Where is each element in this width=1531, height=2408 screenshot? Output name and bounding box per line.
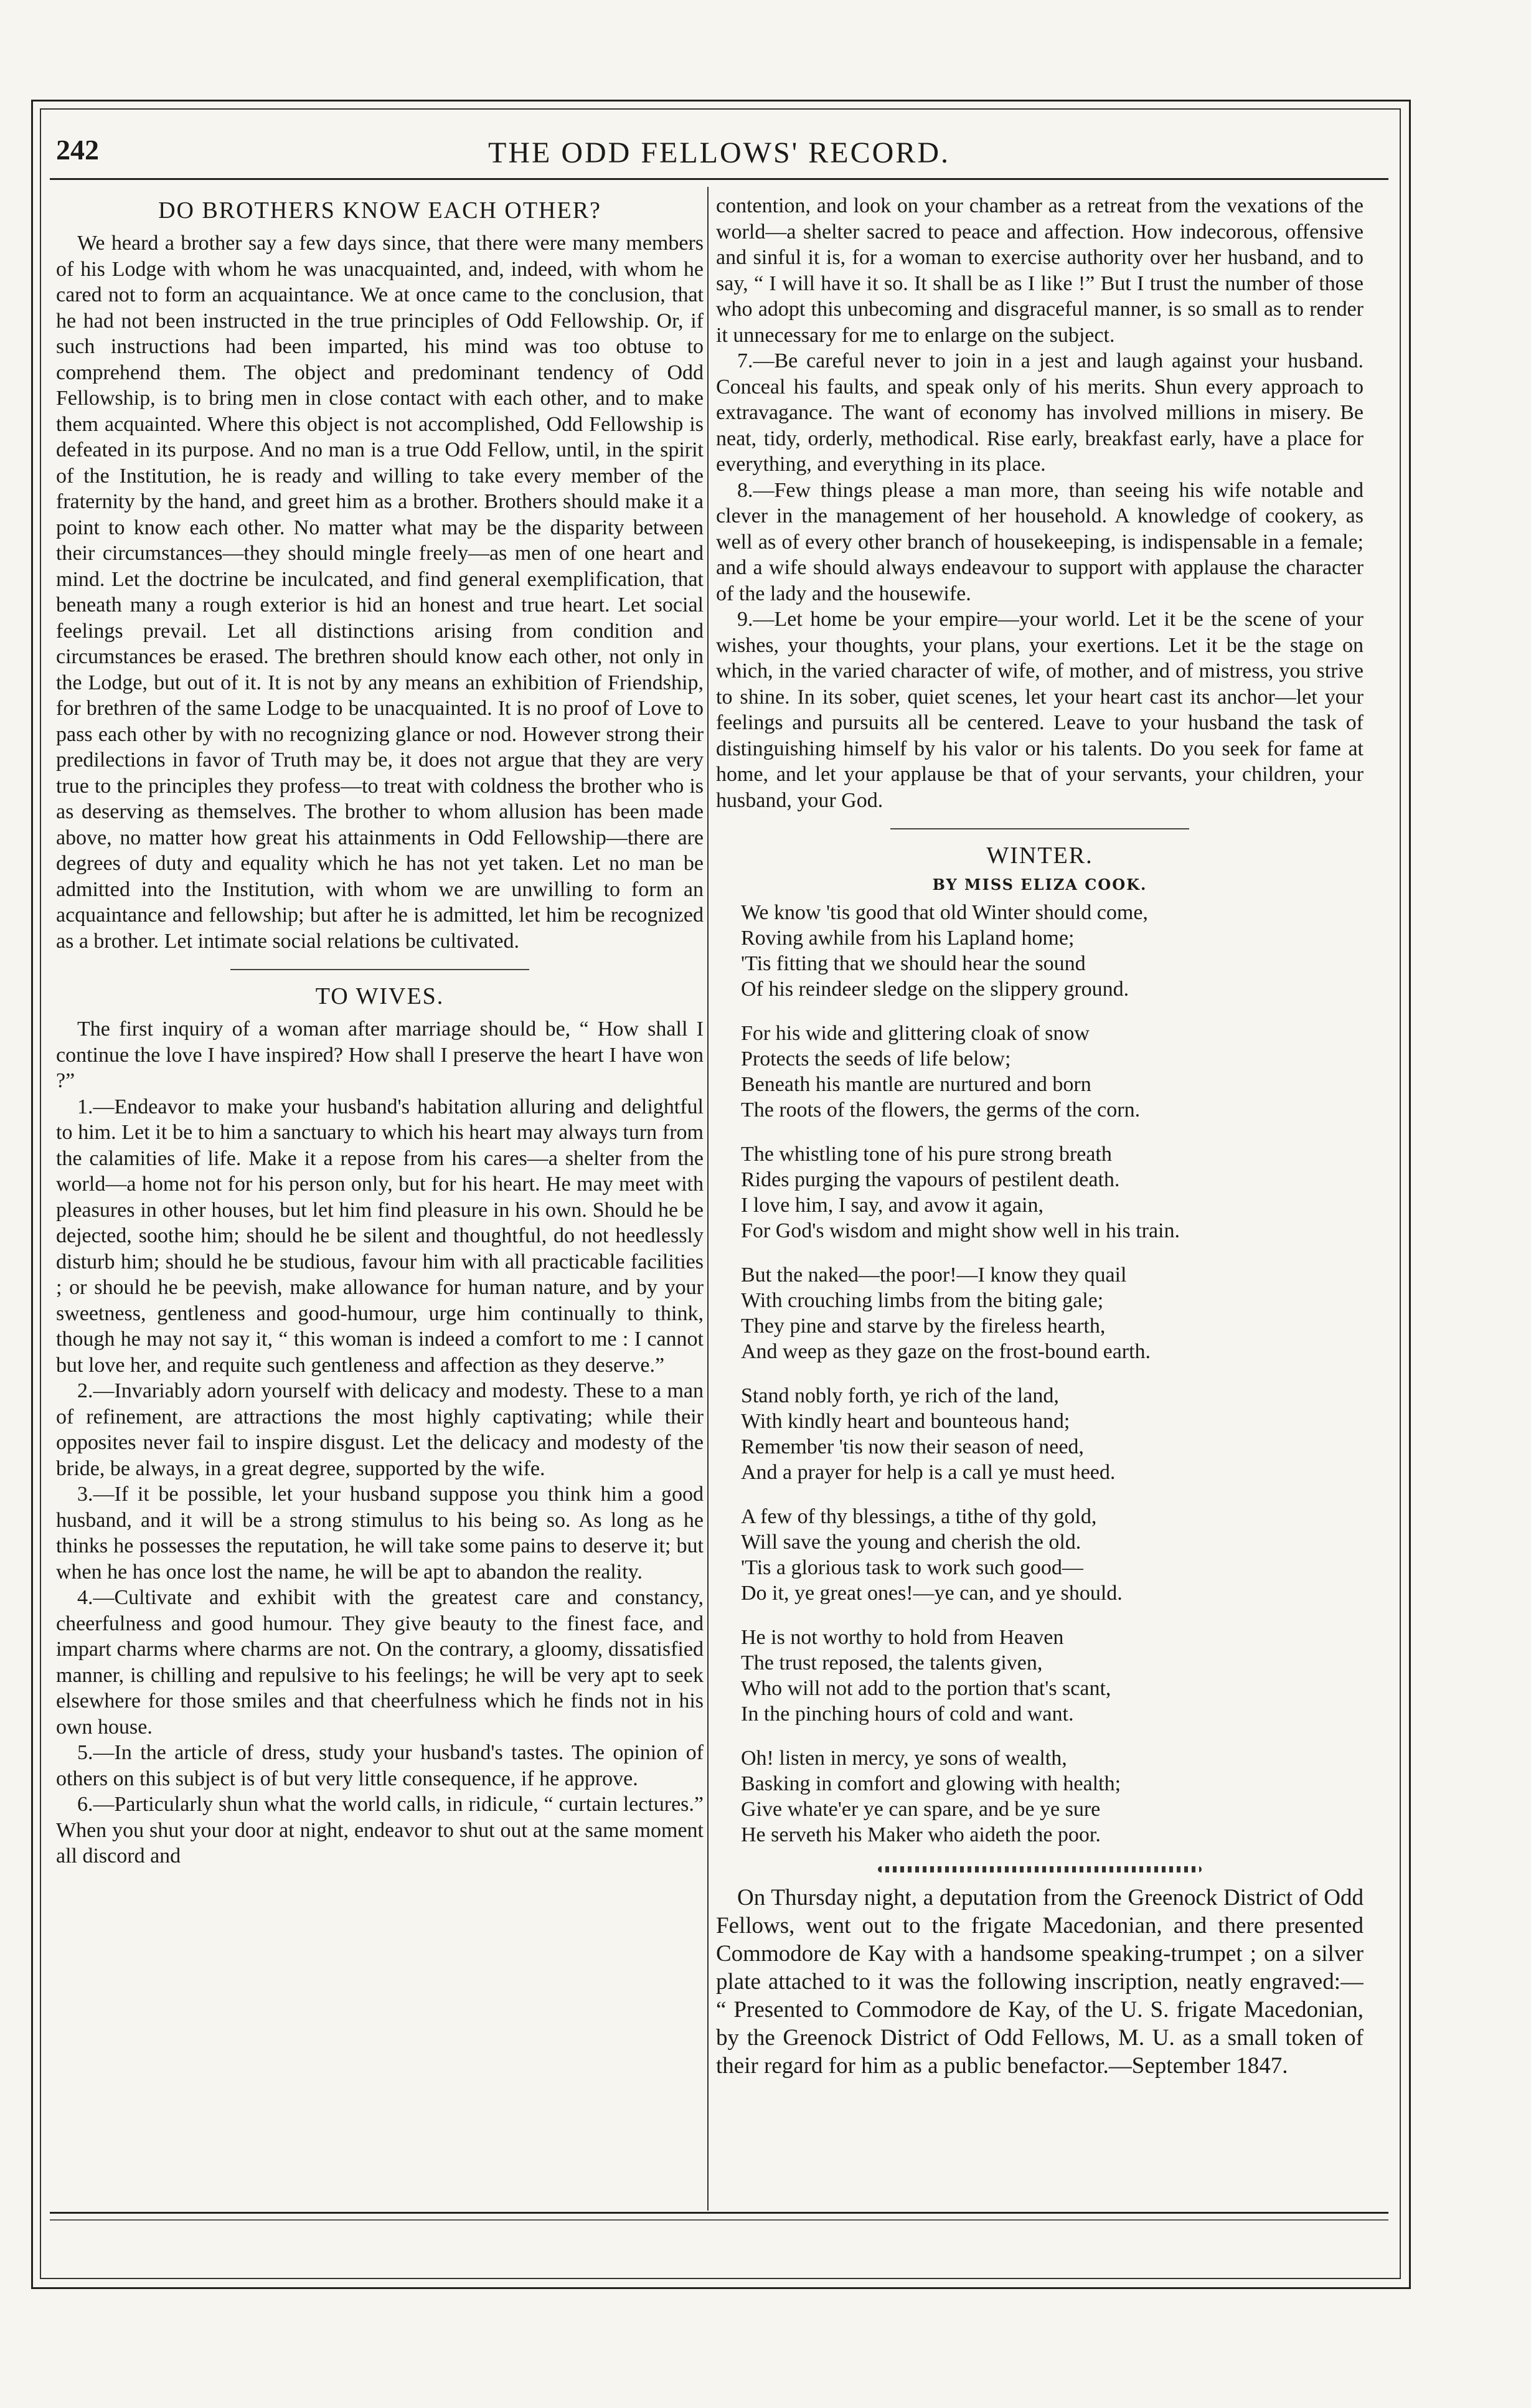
poem-line: But the naked—the poor!—I know they quail: [741, 1263, 1127, 1287]
poem-stanza: [741, 1383, 1364, 1485]
poem-stanza: [741, 1141, 1364, 1244]
poem-line: Oh! listen in mercy, ye sons of wealth,: [741, 1747, 1067, 1770]
poem-line: Who will not add to the portion that's scant,: [741, 1677, 1111, 1700]
poem-line: They pine and starve by the fireless hearth,: [741, 1315, 1106, 1338]
poem-line: Will save the young and cherish the old.: [741, 1531, 1081, 1554]
article-title: DO BROTHERS KNOW EACH OTHER?: [158, 197, 601, 224]
poem-line: In the pinching hours of cold and want.: [741, 1702, 1074, 1726]
article-paragraph: 8.—Few things please a man more, than seeing his wife notable and clever in the management of her household. A knowledge of cookery, as well as of every other branch of housekeeping, is indispensable in a female; and a wife should always endeavour to support with applause the character of the lady and the housewife.: [716, 478, 1364, 605]
poem-line: Remember 'tis now their season of need,: [741, 1435, 1084, 1458]
article-paragraph: 5.—In the article of dress, study your husband's tastes. The opinion of others on this subject is of but very little consequence, if he approve.: [56, 1741, 704, 1790]
poem-line: Do it, ye great ones!—ye can, and ye should.: [741, 1582, 1123, 1605]
left-column: [56, 193, 704, 2204]
article-paragraph: We heard a brother say a few days since, that there were many members of his Lodge with whom he was unacquainted, and, indeed, with whom he cared not to form an acquaintance. We at once came to the conclusion, that he had not been instructed in the true principles of Odd Fellowship. Or, if such instructions had been imparted, his mind was too obtuse to comprehend them. The object and predominant tendency of Odd Fellowship, is to bring men in close contact with each other, and to make them acquainted. Where this object is not accomplished, Odd Fellowship is defeated in its purpose. And no man is a true Odd Fellow, until, in the spirit of the Institution, he is ready and willing to take every member of the fraternity by the hand, and greet him as a brother. Brothers should make it a point to know each other. No matter what may be the disparity between their circumstances—they should mingle freely—as men of one heart and mind. Let the doctrine be inculcated, and find general exemplification, that beneath many a rough exterior is hid an honest and true heart. Let social feelings prevail. Let all distinctions arising from condition and circumstances be erased. The brethren should know each other, not only in the Lodge, but out of it. It is not by any means an exhibition of Friendship, for brethren of the same Lodge to be unacquainted. It is no proof of Love to pass each other by with no recognizing glance or nod. However strong their predilections in favor of Truth may be, it does not argue that they are very true to the principles they profess—to treat with coldness the brother who is as deserving as themselves. The brother to whom allusion has been made above, no matter how great his attainments in Odd Fellowship—there are degrees of duty and equality which he has not yet taken. Let no man be admitted into the Institution, with whom we are unwilling to form an acquaintance and fellowship; but after he is admitted, let him be recognized as a brother. Let intimate social relations be cultivated.: [56, 232, 704, 953]
poem-line: The whistling tone of his pure strong breath: [741, 1143, 1112, 1166]
ornamental-divider: [878, 1866, 1202, 1872]
poem-stanza: [741, 1625, 1364, 1727]
poem-line: With crouching limbs from the biting gale;: [741, 1289, 1104, 1312]
poem-line: And weep as they gaze on the frost-bound earth.: [741, 1340, 1151, 1363]
poem-line: Basking in comfort and glowing with health;: [741, 1772, 1121, 1795]
poem-stanza: [741, 1745, 1364, 1848]
poem-line: Rides purging the vapours of pestilent death.: [741, 1168, 1120, 1191]
poem-line: And a prayer for help is a call ye must heed.: [741, 1461, 1116, 1484]
poem-line: 'Tis a glorious task to work such good—: [741, 1556, 1083, 1579]
poem-line: I love him, I say, and avow it again,: [741, 1194, 1043, 1217]
poem-line: Give whate'er ye can spare, and be ye sure: [741, 1798, 1101, 1821]
article-paragraph: 9.—Let home be your empire—your world. Let it be the scene of your wishes, your thoughts, your plans, your exertions. Let it be the stage on which, in the varied character of wife, of mother, and of mistress, you strive to shine. In its sober, quiet scenes, let your heart cast its anchor—let your feelings and pursuits all be centered. Leave to your husband the task of distinguishing himself by his valor or his talents. Do you seek for fame at home, and let your applause be that of your servants, your children, your husband, your God.: [716, 608, 1364, 812]
bottom-rule: [50, 2212, 1388, 2214]
poem-title: WINTER.: [986, 843, 1093, 869]
article-paragraph: contention, and look on your chamber as a retreat from the vexations of the world—a shelter sacred to peace and affection. How indecorous, offensive and sinful it is, for a woman to exercise authority over her husband, and to say, “ I will have it so. It shall be as I like !” But I trust the number of those who adopt this unbecoming and disgraceful manner, is so small as to render it unnecessary for me to enlarge on the subject.: [716, 194, 1364, 347]
news-notice: [716, 1884, 1364, 2080]
article-paragraph: 4.—Cultivate and exhibit with the greatest care and constancy, cheerfulness and good humour. They give beauty to the finest face, and impart charms where charms are not. On the contrary, a gloomy, dissatisfied manner, is chilling and repulsive to his feelings; he will be very apt to seek elsewhere for those smiles and that cheerfulness which he finds not in his own house.: [56, 1586, 704, 1739]
article-paragraph: 3.—If it be possible, let your husband suppose you think him a good husband, and it will be a strong stimulus to his being so. As long as he thinks he possesses the reputation, he will take some pains to deserve it; but when he has once lost the name, he will be apt to abandon the reality.: [56, 1483, 704, 1584]
poem-line: For God's wisdom and might show well in his train.: [741, 1219, 1180, 1242]
bottom-rule-thin: [50, 2219, 1388, 2221]
poem-line: We know 'tis good that old Winter should come,: [741, 901, 1148, 924]
article-paragraph: 7.—Be careful never to join in a jest and laugh against your husband. Conceal his faults, and speak only of his merits. Shun every approach to extravagance. The want of economy has involved millions in misery. Be neat, tidy, orderly, methodical. Rise early, breakfast early, have a place for everything, and everything in its place.: [716, 349, 1364, 476]
poem-line: Beneath his mantle are nurtured and born: [741, 1073, 1091, 1096]
poem-body: [741, 900, 1364, 1848]
section-divider: [890, 828, 1189, 829]
poem-line: 'Tis fitting that we should hear the sound: [741, 952, 1086, 975]
running-header: [50, 122, 1388, 180]
poem-line: The roots of the flowers, the germs of the corn.: [741, 1098, 1141, 1121]
column-rule: [707, 187, 709, 2211]
publication-title: THE ODD FELLOWS' RECORD.: [488, 136, 950, 169]
poem-line: The trust reposed, the talents given,: [741, 1651, 1043, 1674]
poem-line: For his wide and glittering cloak of snow: [741, 1022, 1090, 1045]
poem-line: With kindly heart and bounteous hand;: [741, 1410, 1070, 1433]
poem-stanza: [741, 1504, 1364, 1606]
poem-line: He is not worthy to hold from Heaven: [741, 1626, 1064, 1649]
poem-line: Protects the seeds of life below;: [741, 1047, 1011, 1070]
article-paragraph: 2.—Invariably adorn yourself with delicacy and modesty. These to a man of refinement, are attractions the most highly captivating; while their opposites never fail to inspire disgust. Let the delicacy and modesty of the bride, be always, in a great degree, supported by the wife.: [56, 1379, 704, 1480]
article-title: TO WIVES.: [315, 983, 445, 1009]
poem-line: A few of thy blessings, a tithe of thy gold,: [741, 1505, 1097, 1528]
poem-line: Stand nobly forth, ye rich of the land,: [741, 1384, 1059, 1407]
page-number: 242: [56, 134, 99, 166]
poem-line: Of his reindeer sledge on the slippery ground.: [741, 978, 1129, 1001]
article-paragraph: 1.—Endeavor to make your husband's habitation alluring and delightful to him. Let it be to him a sanctuary to which his heart may always turn from the calamities of life. Make it a repose from his cares—a shelter from the world—a home not for his person only, but for his heart. He may meet with pleasures in other houses, but let him find pleasure in his own. Should he be dejected, soothe him; should he be silent and thoughtful, do not heedlessly disturb him; should he be studious, favour him with all practicable facilities ; or should he be peevish, make allowance for human nature, and by your sweetness, gentleness and good-humour, urge him continually to think, though he may not say it, “ this woman is indeed a comfort to me : I cannot but love her, and requite such gentleness and affection as they deserve.”: [56, 1095, 704, 1377]
article-paragraph: 6.—Particularly shun what the world calls, in ridicule, “ curtain lectures.” When you shut your door at night, endeavor to shut out at the same moment all discord and: [56, 1793, 704, 1867]
poem-byline: BY MISS ELIZA COOK.: [932, 876, 1147, 894]
section-divider: [230, 969, 529, 970]
poem-line: He serveth his Maker who aideth the poor.: [741, 1823, 1101, 1846]
poem-stanza: [741, 1021, 1364, 1123]
poem-stanza: [741, 1262, 1364, 1364]
notice-paragraph: On Thursday night, a deputation from the Greenock District of Odd Fellows, went out to the frigate Macedonian, and there presented Commodore de Kay with a handsome speaking-trumpet ; on a silver plate attached to it was the following inscription, neatly engraved:— “ Presented to Commodore de Kay, of the U. S. frigate Macedonian, by the Greenock District of Odd Fellows, M. U. as a small token of their regard for him as a public benefactor.—September 1847.: [716, 1885, 1364, 2079]
right-column: [716, 193, 1364, 2204]
poem-stanza: [741, 900, 1364, 1002]
article-paragraph: The first inquiry of a woman after marriage should be, “ How shall I continue the love I have inspired? How shall I preserve the heart I have won ?”: [56, 1017, 704, 1092]
poem-line: Roving awhile from his Lapland home;: [741, 927, 1075, 950]
